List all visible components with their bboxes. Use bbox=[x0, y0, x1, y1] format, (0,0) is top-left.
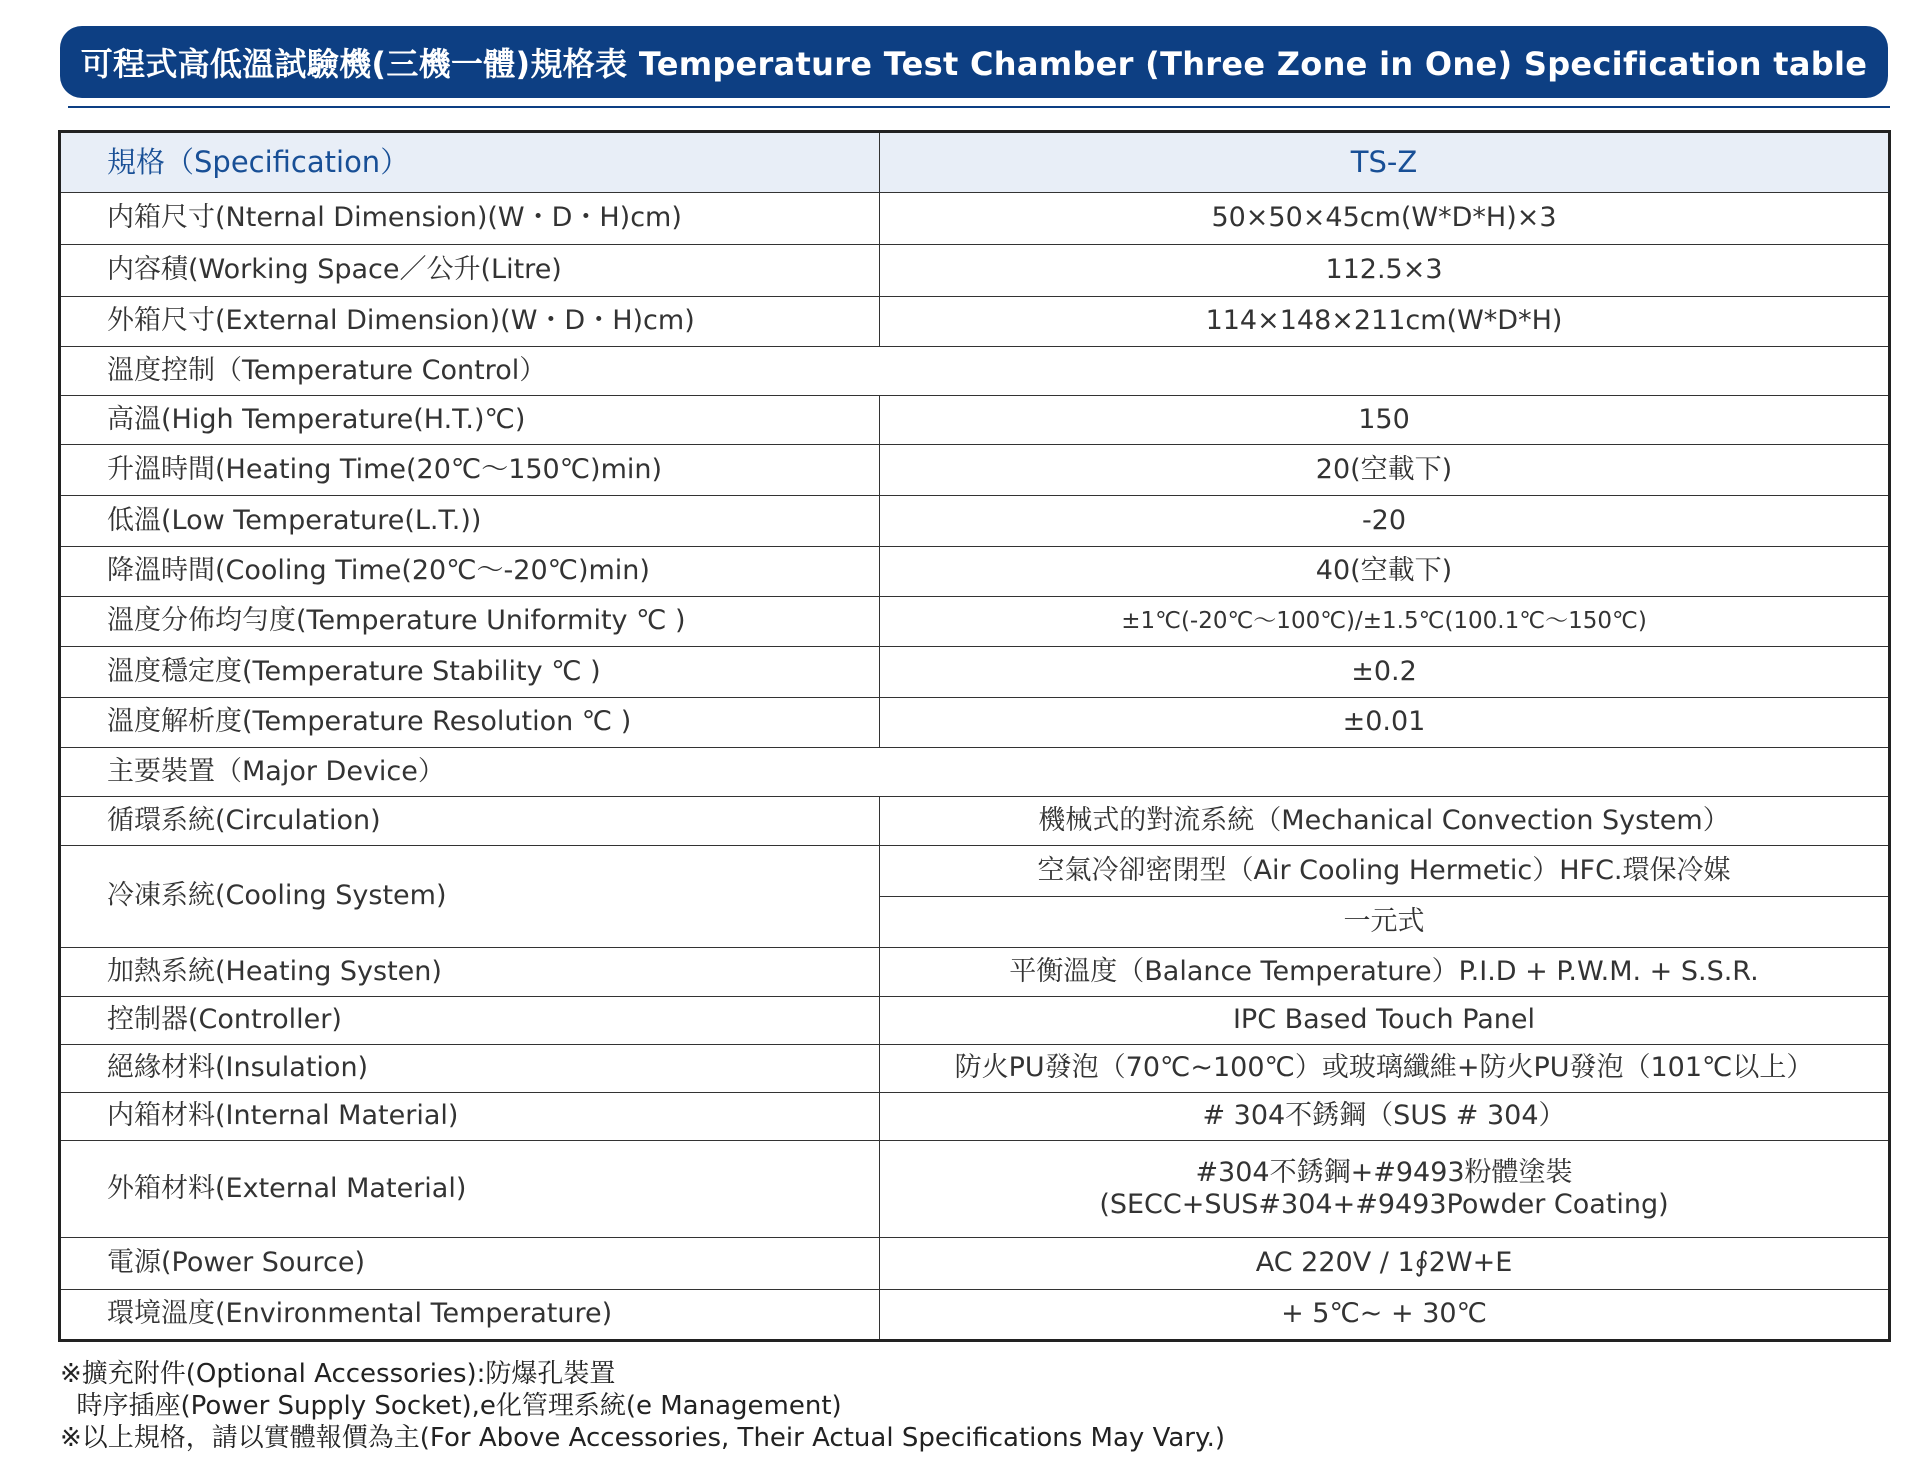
row-label: 外箱材料(External Material) bbox=[60, 1141, 880, 1238]
row-label: 電源(Power Source) bbox=[60, 1238, 880, 1290]
title-banner bbox=[60, 26, 1888, 98]
section-major-device: 主要裝置（Major Device） bbox=[60, 748, 1890, 797]
row-value-line1: #304不銹鋼+#9493粉體塗裝 bbox=[1195, 1156, 1573, 1188]
row-label: 内容積(Working Space／公升(Litre) bbox=[60, 245, 880, 297]
row-label: 降溫時間(Cooling Time(20℃～-20℃)min) bbox=[60, 547, 880, 597]
row-label: 溫度解析度(Temperature Resolution ℃ ) bbox=[60, 698, 880, 748]
table-row bbox=[60, 547, 1890, 597]
row-value: 防火PU發泡（70℃~100℃）或玻璃纖維+防火PU發泡（101℃以上） bbox=[880, 1045, 1890, 1093]
header-model: TS-Z bbox=[880, 132, 1890, 193]
row-label: 溫度穩定度(Temperature Stability ℃ ) bbox=[60, 647, 880, 698]
table-row bbox=[60, 846, 1890, 897]
spec-table bbox=[58, 130, 1891, 1342]
row-value: AC 220V / 1∮2W+E bbox=[880, 1238, 1890, 1290]
row-value-line2: (SECC+SUS#304+#9493Powder Coating) bbox=[1099, 1189, 1669, 1220]
row-value: 112.5×3 bbox=[880, 245, 1890, 297]
row-value: 平衡溫度（Balance Temperature）P.I.D + P.W.M. + S.S.R. bbox=[880, 948, 1890, 997]
row-value: 20(空載下) bbox=[880, 445, 1890, 496]
footnotes bbox=[60, 1358, 1225, 1454]
row-label: 冷凍系統(Cooling System) bbox=[60, 846, 880, 948]
table-row bbox=[60, 647, 1890, 698]
row-value: IPC Based Touch Panel bbox=[880, 997, 1890, 1045]
row-label: 溫度分佈均勻度(Temperature Uniformity ℃ ) bbox=[60, 597, 880, 647]
table-row bbox=[60, 1290, 1890, 1341]
row-label: 内箱尺寸(Nternal Dimension)(W・D・H)cm) bbox=[60, 193, 880, 245]
table-row bbox=[60, 1045, 1890, 1093]
table-row bbox=[60, 496, 1890, 547]
row-value: ±1℃(-20℃～100℃)/±1.5℃(100.1℃～150℃) bbox=[880, 597, 1890, 647]
row-value: 空氣冷卻密閉型（Air Cooling Hermetic）HFC.環保冷媒 bbox=[880, 846, 1890, 897]
section-temperature-control: 溫度控制（Temperature Control） bbox=[60, 347, 1890, 396]
section-row bbox=[60, 748, 1890, 797]
row-label: 低溫(Low Temperature(L.T.)) bbox=[60, 496, 880, 547]
title-underline bbox=[68, 106, 1890, 108]
row-value: + 5℃~ + 30℃ bbox=[880, 1290, 1890, 1341]
row-value: 40(空載下) bbox=[880, 547, 1890, 597]
table-row bbox=[60, 797, 1890, 846]
table-row bbox=[60, 193, 1890, 245]
page-title: 可程式高低溫試驗機(三機一體)規格表 Temperature Test Chamber (Three Zone in One) Specification table bbox=[80, 45, 1868, 83]
table-row bbox=[60, 245, 1890, 297]
row-value: # 304不銹鋼（SUS # 304） bbox=[880, 1093, 1890, 1141]
table-row bbox=[60, 997, 1890, 1045]
row-label: 高溫(High Temperature(H.T.)℃) bbox=[60, 396, 880, 445]
table-row bbox=[60, 597, 1890, 647]
footnote-line: 時序插座(Power Supply Socket),e化管理系統(e Management) bbox=[60, 1391, 842, 1421]
footnote-line: ※以上規格，請以實體報價為主(For Above Accessories, Their Actual Specifications May Vary.) bbox=[60, 1423, 1226, 1453]
row-value bbox=[880, 1141, 1890, 1238]
row-value: 150 bbox=[880, 396, 1890, 445]
row-label: 外箱尺寸(External Dimension)(W・D・H)cm) bbox=[60, 297, 880, 347]
table-row bbox=[60, 445, 1890, 496]
table-row bbox=[60, 1141, 1890, 1238]
row-label: 内箱材料(Internal Material) bbox=[60, 1093, 880, 1141]
row-value: ±0.2 bbox=[880, 647, 1890, 698]
row-value: 114×148×211cm(W*D*H) bbox=[880, 297, 1890, 347]
table-row bbox=[60, 396, 1890, 445]
header-spec-label: 規格（Specification） bbox=[60, 132, 880, 193]
row-value: -20 bbox=[880, 496, 1890, 547]
table-row bbox=[60, 1093, 1890, 1141]
row-label: 加熱系統(Heating Systen) bbox=[60, 948, 880, 997]
row-label: 控制器(Controller) bbox=[60, 997, 880, 1045]
row-value: ±0.01 bbox=[880, 698, 1890, 748]
table-row bbox=[60, 1238, 1890, 1290]
table-row bbox=[60, 297, 1890, 347]
row-label: 循環系統(Circulation) bbox=[60, 797, 880, 846]
row-label: 升溫時間(Heating Time(20℃～150℃)min) bbox=[60, 445, 880, 496]
row-label: 絕緣材料(Insulation) bbox=[60, 1045, 880, 1093]
row-value: 機械式的對流系統（Mechanical Convection System） bbox=[880, 797, 1890, 846]
row-value-secondary: 一元式 bbox=[880, 897, 1890, 948]
section-row bbox=[60, 347, 1890, 396]
row-value: 50×50×45cm(W*D*H)×3 bbox=[880, 193, 1890, 245]
footnote-line: ※擴充附件(Optional Accessories):防爆孔裝置 bbox=[60, 1359, 616, 1389]
table-row bbox=[60, 698, 1890, 748]
table-header-row bbox=[60, 132, 1890, 193]
table-row bbox=[60, 948, 1890, 997]
row-label: 環境溫度(Environmental Temperature) bbox=[60, 1290, 880, 1341]
